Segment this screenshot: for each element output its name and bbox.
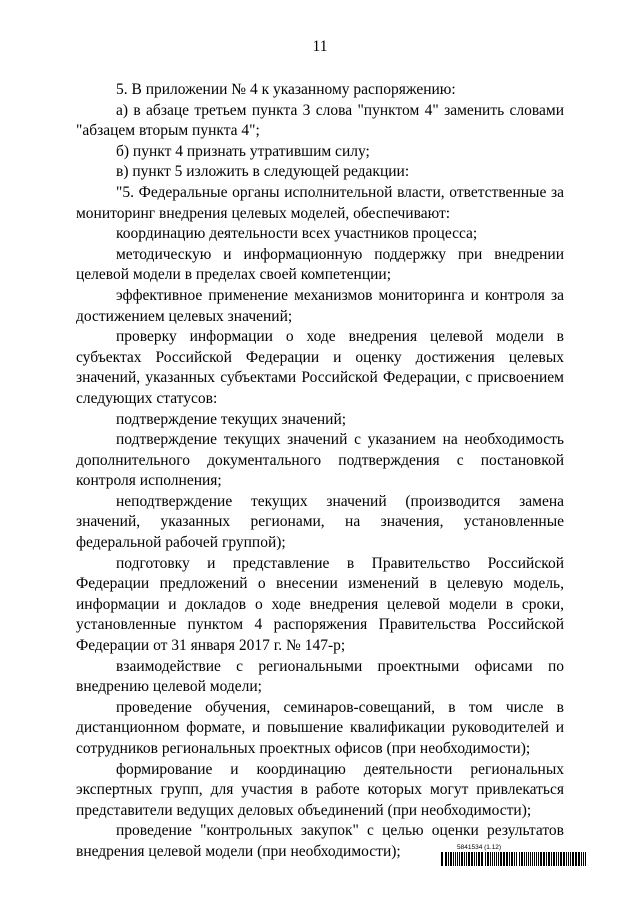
paragraph: формирование и координацию деятельности региональных экспертных групп, для участия в работе которых могут привлекаться представители ведущих деловых объединений (при необходимости);	[76, 760, 564, 819]
barcode-icon	[441, 852, 586, 866]
paragraph: а) в абзаце третьем пункта 3 слова "пунктом 4" заменить словами "абзацем вторым пункта 4";	[76, 101, 564, 140]
document-footer	[441, 844, 586, 866]
paragraph: подготовку и представление в Правительство Российской Федерации предложений о внесении изменений в целевую модель, информации и докладов о ходе внедрения целевой модели в сроки, установленные пунктом 4 распоряжения Правительства Российской Федерации от 31 января 2017 г. № 147-р;	[76, 554, 564, 655]
paragraph: "5. Федеральные органы исполнительной власти, ответственные за мониторинг внедрения целевых моделей, обеспечивают:	[76, 183, 564, 222]
paragraph: б) пункт 4 признать утратившим силу;	[116, 142, 370, 160]
document-body	[76, 80, 564, 863]
paragraph: взаимодействие с региональными проектными офисами по внедрению целевой модели;	[76, 657, 564, 696]
paragraph: неподтверждение текущих значений (производится замена значений, указанных регионами, на значения, установленные федеральной рабочей группой);	[76, 492, 564, 552]
paragraph: 5. В приложении № 4 к указанному распоряжению:	[116, 81, 456, 98]
paragraph: методическую и информационную поддержку при внедрении целевой модели в пределах своей компетенции;	[76, 245, 564, 284]
paragraph: проведение "контрольных закупок" с целью оценки результатов внедрения целевой модели (при необходимости);	[76, 822, 564, 860]
paragraph: эффективное применение механизмов мониторинга и контроля за достижением целевых значений;	[76, 286, 564, 325]
document-code: 5841534 (1.12)	[457, 844, 502, 851]
paragraph: координацию деятельности всех участников процесса;	[116, 225, 478, 243]
page-number: 11	[312, 38, 328, 55]
paragraph: проверку информации о ходе внедрения целевой модели в субъектах Российской Федерации и оценку достижения целевых значений, указанных субъектами Российской Федерации, с присвоением следующих статусов:	[76, 328, 564, 407]
paragraph: проведение обучения, семинаров-совещаний, в том числе в дистанционном формате, и повышение квалификации руководителей и сотрудников региональных проектных офисов (при необходимости);	[76, 698, 564, 757]
paragraph: подтверждение текущих значений с указанием на необходимость дополнительного документального подтверждения с постановкой контроля исполнения;	[76, 431, 564, 490]
paragraph: в) пункт 5 изложить в следующей редакции:	[116, 163, 410, 181]
paragraph: подтверждение текущих значений;	[116, 410, 347, 428]
